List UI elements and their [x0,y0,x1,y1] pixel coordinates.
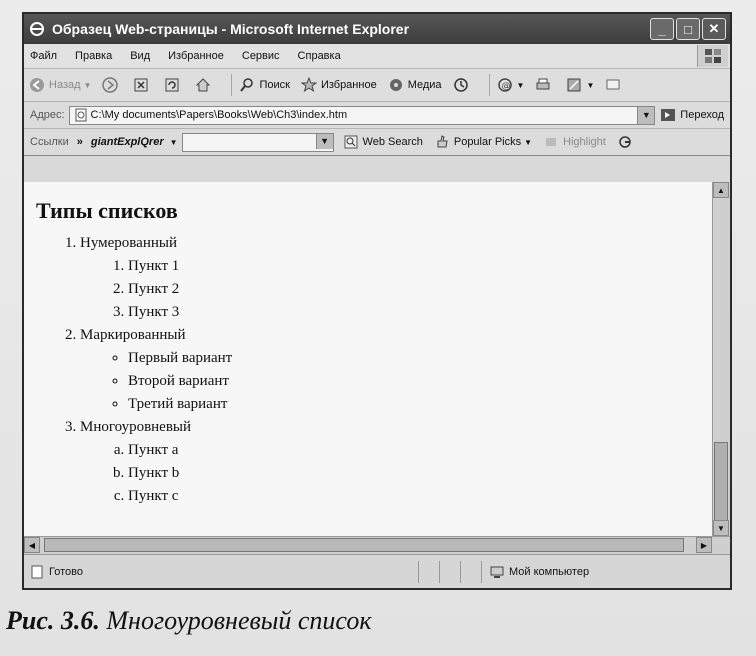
caption-prefix: Рис. 3.6. [6,606,100,635]
list-container [24,232,712,508]
menu-help[interactable]: Справка [297,50,341,62]
vertical-scrollbar[interactable] [712,182,730,536]
discuss-icon [604,76,622,94]
links-label[interactable]: Ссылки [30,136,69,148]
done-page-icon [28,563,46,581]
minimize-button[interactable]: _ [650,18,674,40]
forward-button[interactable] [101,76,122,94]
edit-dropdown-icon[interactable]: ▼ [586,80,595,90]
print-button[interactable] [534,76,555,94]
main-numbered-list [24,232,712,508]
edit-page-icon [565,76,583,94]
page-icon [74,108,88,122]
search-button[interactable] [238,76,289,94]
mail-button[interactable] [496,76,525,94]
close-button[interactable]: ✕ [702,18,726,40]
web-search-label: Web Search [362,136,423,148]
caption-text: Многоуровневый список [106,606,372,635]
address-bar [24,102,730,129]
svg-text:@: @ [501,81,511,92]
address-dropdown-icon[interactable]: ▼ [637,107,654,124]
web-search-button[interactable] [342,133,423,151]
bulleted-label: Маркированный [80,327,186,343]
forward-arrow-icon [101,76,119,94]
search-dropdown-icon[interactable]: ▼ [316,134,333,149]
stop-button[interactable] [132,76,153,94]
status-cell [461,561,482,583]
list-item-numbered [80,232,712,324]
media-label: Медиа [407,79,442,91]
status-text: Готово [49,565,83,578]
security-zone [482,561,589,583]
home-button[interactable] [194,76,215,94]
scroll-right-icon[interactable]: ▶ [696,537,712,553]
mail-icon [496,76,514,94]
zone-label: Мой компьютер [509,565,590,578]
history-icon [452,76,470,94]
go-button[interactable] [659,106,724,124]
go-label: Переход [680,109,724,121]
bulleted-sublist [80,347,712,416]
horizontal-scroll-thumb[interactable] [44,538,684,552]
address-label: Адрес: [30,109,65,121]
web-search-input[interactable] [182,133,334,152]
list-item: c. Пункт c [128,485,712,508]
back-dropdown-icon[interactable]: ▼ [83,80,92,90]
media-button[interactable] [387,76,442,94]
toolbar-separator [489,74,490,96]
figure-caption [6,606,371,636]
links-chevron-icon[interactable]: » [76,136,83,148]
status-cell [419,561,440,583]
menu-bar [24,44,730,69]
multilevel-label: Многоуровневый [80,419,192,435]
scroll-left-icon[interactable]: ◀ [24,537,40,553]
menu-view[interactable]: Вид [130,50,151,62]
popular-picks-dropdown-icon[interactable]: ▼ [524,137,533,147]
ie-logo-icon [28,20,46,38]
list-item: b. Пункт b [128,462,712,485]
scroll-up-icon[interactable]: ▲ [713,182,729,198]
giantexplorer-logo[interactable]: giantExplQrer [90,136,164,148]
address-value: C:\My documents\Papers\Books\Web\Ch3\index.htm [90,109,348,121]
list-item: ◦ Третий вариант [128,393,712,416]
refresh-icon [163,76,181,94]
back-label: Назад [49,79,81,91]
links-bar [24,129,730,156]
options-icon [616,133,634,151]
vertical-scroll-thumb[interactable] [714,442,728,522]
numbered-label: Нумерованный [80,235,177,251]
list-item: a. Пункт a [128,439,712,462]
status-main [24,561,419,583]
list-item: 2. Пункт 2 [128,278,712,301]
popular-picks-label: Popular Picks [453,136,522,148]
stop-icon [132,76,150,94]
multilevel-sublist [80,439,712,508]
status-cell [440,561,461,583]
list-item: 1. Пункт 1 [128,255,712,278]
print-icon [534,76,552,94]
maximize-button[interactable]: □ [676,18,700,40]
popular-picks-button[interactable] [433,133,532,151]
windows-flag-icon [697,45,728,67]
favorites-button[interactable] [300,76,377,94]
history-button[interactable] [452,76,473,94]
brand-dropdown-icon[interactable]: ▼ [169,137,178,147]
web-search-icon [342,133,360,151]
refresh-button[interactable] [163,76,184,94]
page-content [24,182,712,536]
address-input[interactable] [69,106,656,125]
edit-button[interactable] [565,76,594,94]
highlight-label: Highlight [563,136,606,148]
my-computer-icon [488,563,506,581]
numbered-sublist [80,255,712,324]
favorites-label: Избранное [320,79,377,91]
list-item-multilevel [80,416,712,508]
list-item: ◦ Первый вариант [128,347,712,370]
horizontal-scrollbar[interactable] [24,536,730,554]
title-bar [24,14,730,44]
discuss-button[interactable] [604,76,625,94]
home-icon [194,76,212,94]
highlight-icon [542,133,560,151]
thumbs-up-icon [433,133,451,151]
back-button[interactable] [28,76,91,94]
browser-window [22,12,732,590]
list-item: ◦ Второй вариант [128,370,712,393]
toolbar-separator [231,74,232,96]
highlight-button[interactable] [542,133,606,151]
search-label: Поиск [259,79,290,91]
menu-tools[interactable]: Сервис [241,50,280,62]
status-bar [24,554,730,588]
search-icon [238,76,256,94]
go-arrow-icon [659,106,677,124]
scroll-down-icon[interactable]: ▼ [713,520,729,536]
options-button[interactable] [616,133,637,151]
list-item: 3. Пункт 3 [128,301,712,324]
mail-dropdown-icon[interactable]: ▼ [516,80,525,90]
menu-edit[interactable]: Правка [75,50,113,62]
window-title: Образец Web-страницы - Microsoft Internet Explorer [52,21,410,37]
menu-file[interactable]: Файл [30,50,58,62]
star-icon [300,76,318,94]
list-item-bulleted [80,324,712,416]
standard-toolbar [24,69,730,102]
page-heading: Типы списков [36,198,178,223]
back-arrow-icon [28,76,46,94]
menu-favorites[interactable]: Избранное [168,50,224,62]
media-icon [387,76,405,94]
